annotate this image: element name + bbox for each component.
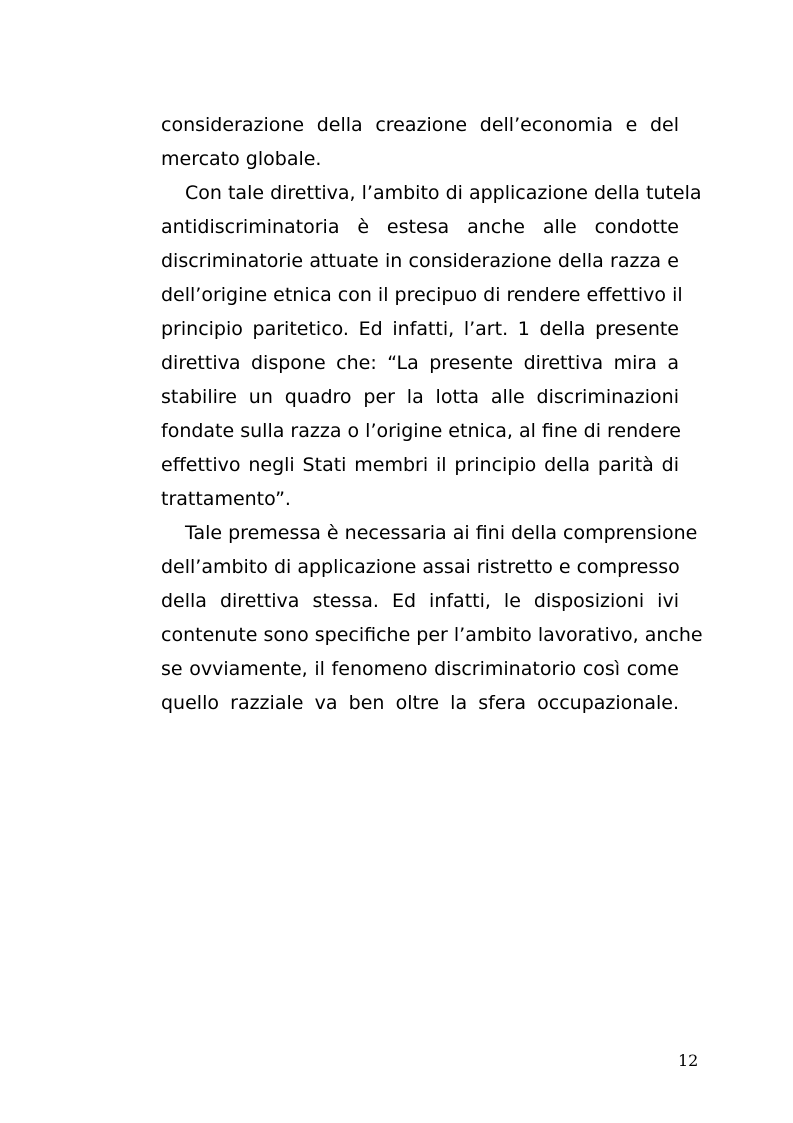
text-line: della direttiva stessa. Ed infatti, le disposizioni ivi [161,590,679,612]
text-line: principio paritetico. Ed infatti, l’art. 1 della presente [161,318,679,340]
text-line: quello razziale va ben oltre la sfera occupazionale. [161,692,679,714]
text-line: dell’origine etnica con il precipuo di rendere effettivo il [161,284,683,306]
text-line: effettivo negli Stati membri il principio della parità di [161,454,679,476]
text-line: considerazione della creazione dell’economia e del [161,114,679,136]
text-line: dell’ambito di applicazione assai ristretto e compresso [161,556,680,578]
text-line: fondate sulla razza o l’origine etnica, al fine di rendere [161,420,681,442]
text-line: antidiscriminatoria è estesa anche alle condotte [161,216,679,238]
page-number: 12 [678,1051,699,1070]
body-text [161,108,703,720]
text-line: mercato globale. [161,148,322,170]
text-line: direttiva dispone che: “La presente direttiva mira a [161,352,679,374]
text-line: contenute sono specifiche per l’ambito lavorativo, anche [161,624,703,646]
text-line: trattamento”. [161,488,291,510]
text-line: Tale premessa è necessaria ai fini della comprensione [185,522,698,544]
text-line: stabilire un quadro per la lotta alle discriminazioni [161,386,679,408]
text-line: Con tale direttiva, l’ambito di applicazione della tutela [185,182,702,204]
text-line: se ovviamente, il fenomeno discriminatorio così come [161,658,679,680]
text-line: discriminatorie attuate in considerazione della razza e [161,250,679,272]
